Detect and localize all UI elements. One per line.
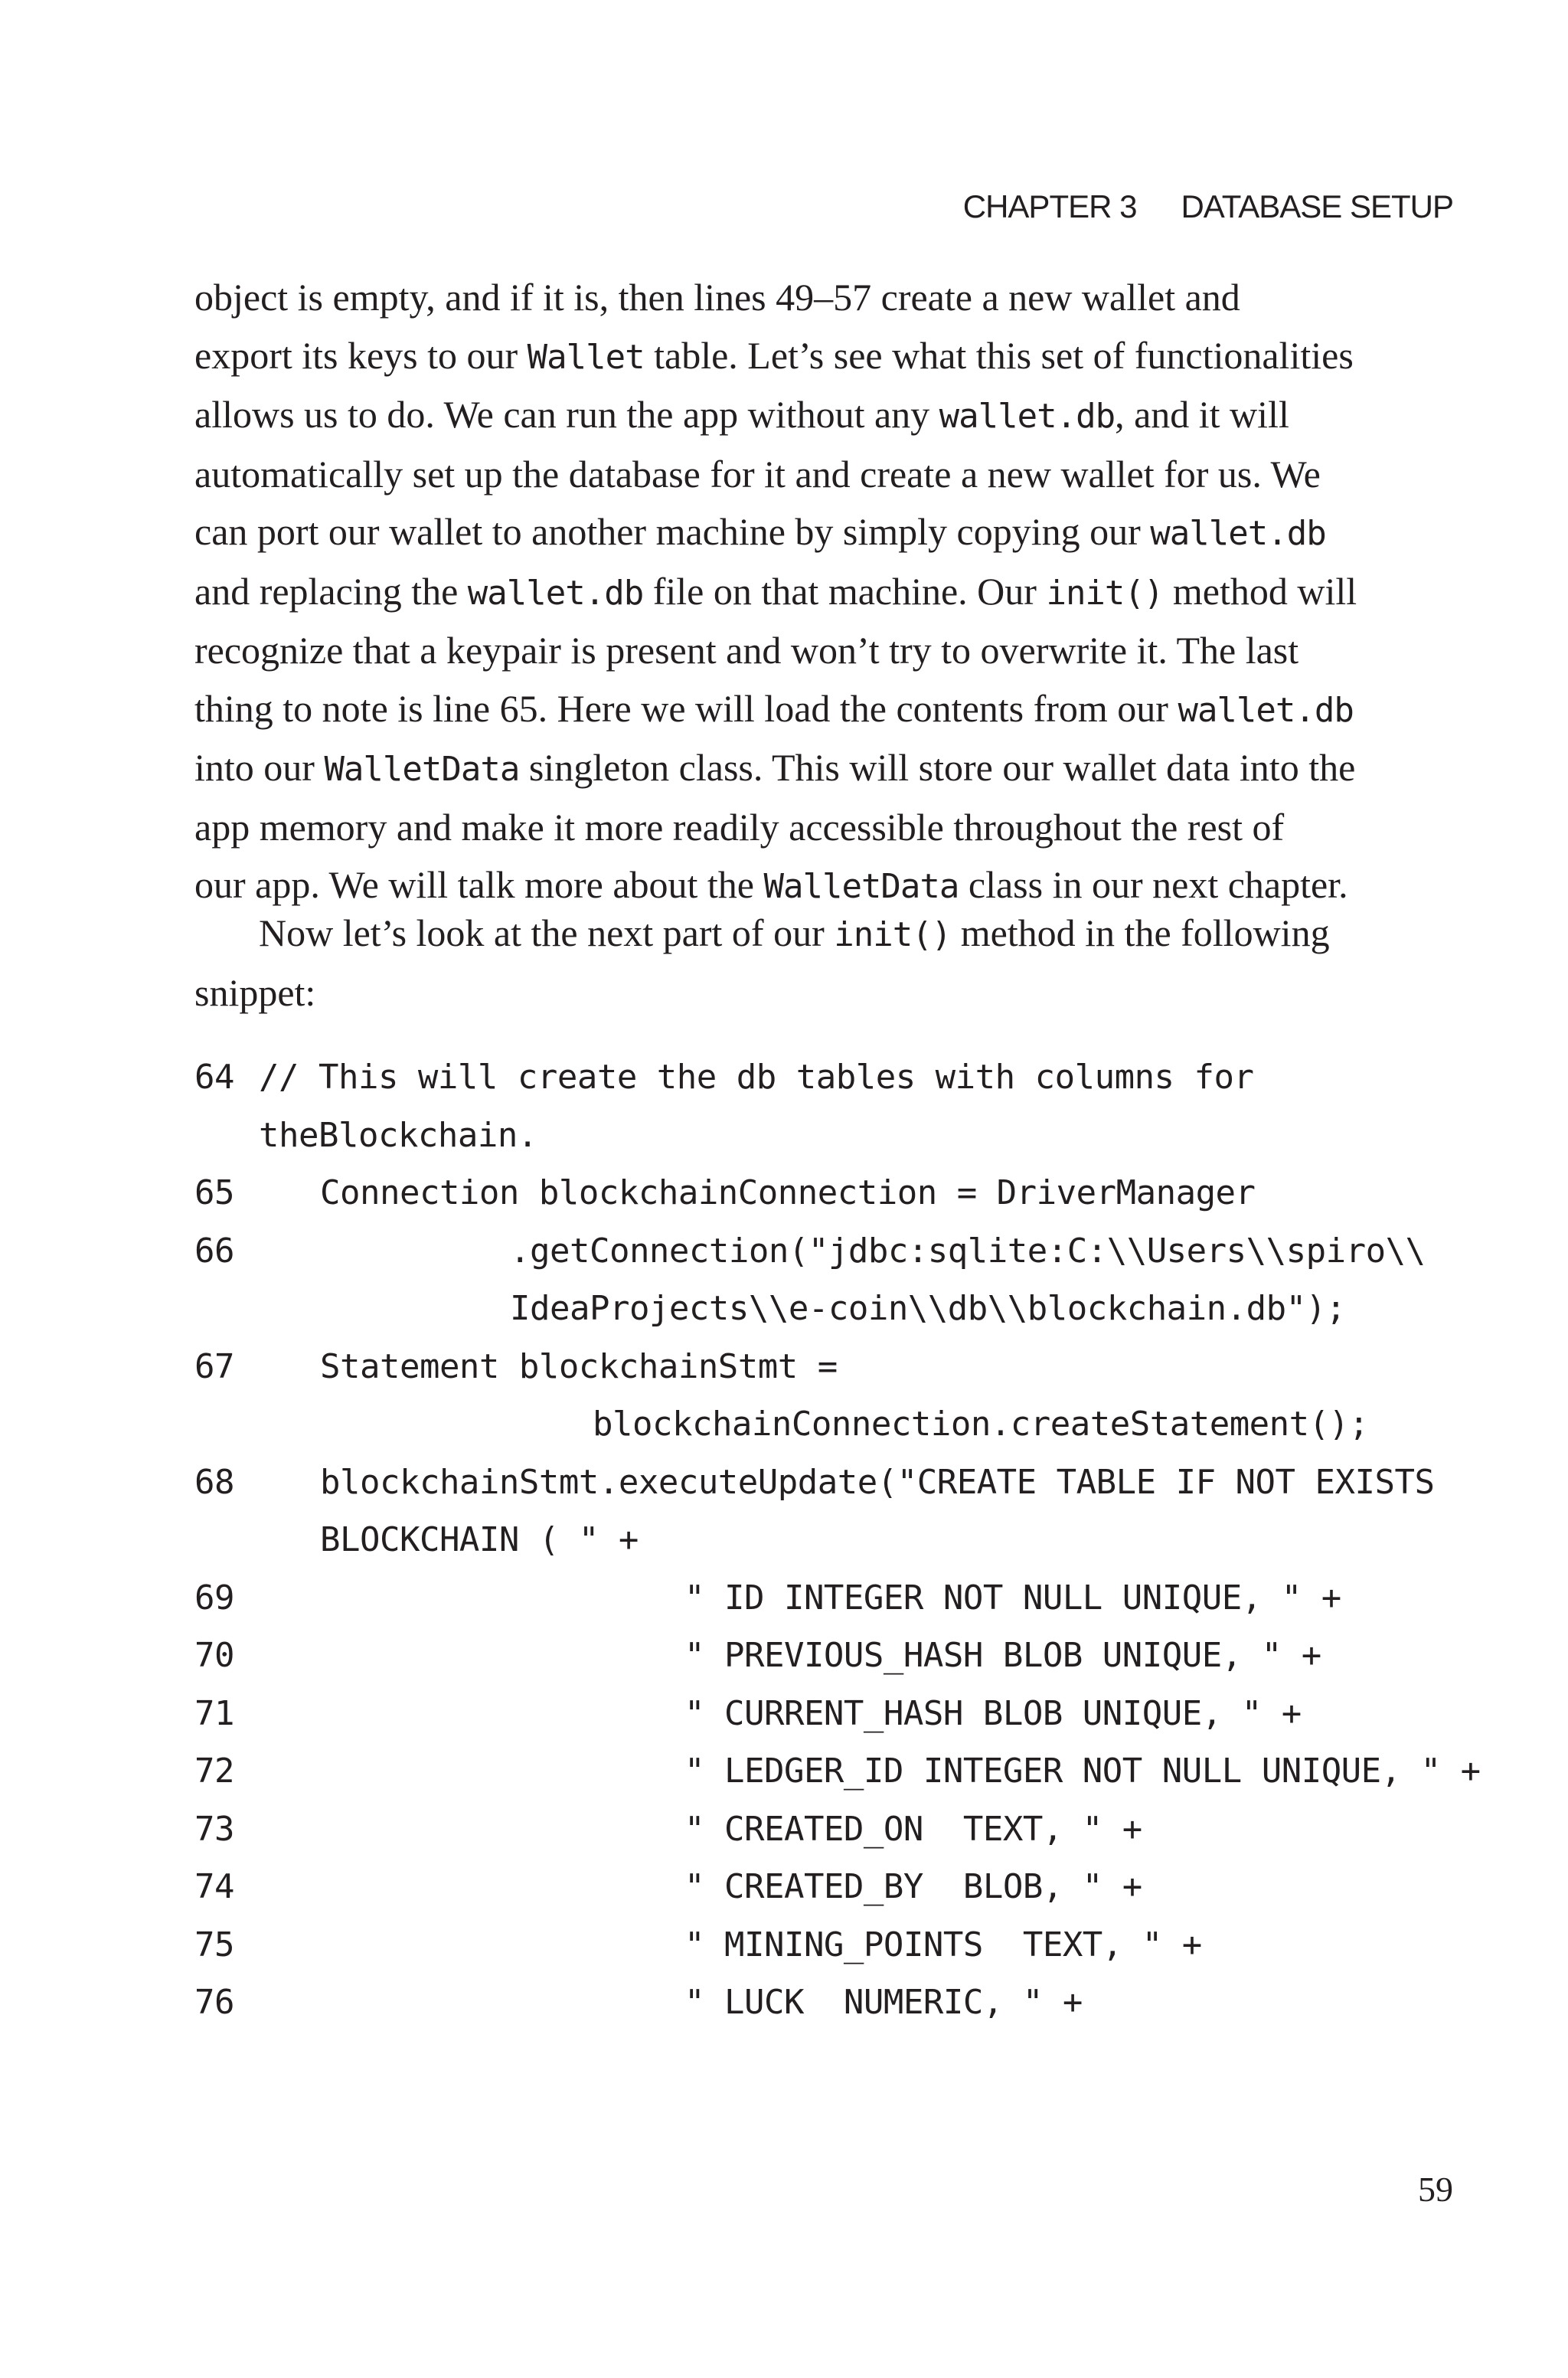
code-text: " ID INTEGER NOT NULL UNIQUE, " + (684, 1578, 1341, 1617)
line-number: 68 (194, 1462, 234, 1502)
line-number: 67 (194, 1346, 234, 1386)
code-line (194, 1222, 1465, 1281)
code-line (194, 1974, 1465, 2032)
code-line (194, 1627, 1465, 1685)
text-run: can port our wallet to another machine by simply copying our (194, 510, 1151, 553)
code-line (194, 1569, 1465, 1627)
line-number: 66 (194, 1231, 234, 1271)
text-line (194, 799, 1450, 857)
code-line (194, 1164, 1465, 1222)
body-paragraph-1 (194, 269, 1450, 916)
text-run: table. Let’s see what this set of functionalities (644, 333, 1354, 377)
code-line (194, 1454, 1465, 1512)
text-line (194, 680, 1450, 740)
line-number: 69 (194, 1578, 234, 1617)
inline-code: wallet.db (467, 573, 644, 613)
code-line (194, 1107, 1465, 1165)
code-text: " CREATED_ON TEXT, " + (684, 1809, 1142, 1849)
code-text: " CREATED_BY BLOB, " + (684, 1867, 1142, 1906)
code-text: theBlockchain. (259, 1115, 537, 1155)
chapter-title: DATABASE SETUP (1181, 188, 1453, 224)
text-run: Now let’s look at the next part of our (259, 911, 835, 954)
code-line (194, 1395, 1465, 1454)
text-line (194, 964, 1450, 1022)
line-number: 74 (194, 1867, 234, 1906)
code-line (194, 1916, 1465, 1974)
text-run: thing to note is line 65. Here we will load the contents from our (194, 686, 1178, 730)
line-number: 71 (194, 1693, 234, 1733)
text-run: snippet: (194, 970, 316, 1014)
text-run: singleton class. This will store our wallet data into the (519, 746, 1356, 789)
text-line (194, 739, 1450, 799)
code-text: BLOCKCHAIN ( " + (320, 1520, 639, 1559)
text-run: and replacing the (194, 569, 468, 613)
text-line (194, 327, 1450, 387)
line-number: 70 (194, 1636, 234, 1675)
text-run: export its keys to our (194, 333, 528, 377)
line-number: 72 (194, 1752, 234, 1791)
inline-code: WalletData (324, 750, 520, 789)
line-number: 76 (194, 1983, 234, 2022)
line-number: 75 (194, 1925, 234, 1964)
code-line (194, 1048, 1465, 1107)
inline-code: init() (834, 915, 952, 954)
page-number: 59 (1418, 2170, 1453, 2209)
running-header (963, 188, 1453, 225)
code-text: " LEDGER_ID INTEGER NOT NULL UNIQUE, " + (684, 1752, 1481, 1791)
text-line (194, 269, 1450, 327)
inline-code: wallet.db (939, 397, 1116, 436)
text-line (194, 446, 1450, 504)
chapter-label: CHAPTER 3 (962, 188, 1137, 224)
code-listing (194, 1048, 1481, 2032)
line-number: 64 (194, 1058, 234, 1097)
code-line (194, 1280, 1465, 1338)
body-paragraph-2 (194, 904, 1450, 1022)
text-line (194, 386, 1450, 446)
inline-code: Wallet (527, 337, 645, 377)
text-run: , and it will (1115, 393, 1289, 436)
text-run: recognize that a keypair is present and won’t try to overwrite it. The last (194, 629, 1299, 672)
text-line (194, 503, 1450, 563)
code-text: blockchainStmt.executeUpdate("CREATE TABLE IF NOT EXISTS (320, 1462, 1435, 1502)
code-text: " LUCK NUMERIC, " + (684, 1983, 1083, 2022)
inline-code: init() (1046, 573, 1164, 613)
line-number: 65 (194, 1173, 234, 1212)
code-text: Connection blockchainConnection = DriverManager (320, 1173, 1256, 1212)
text-run: method will (1163, 569, 1357, 613)
code-line (194, 1685, 1465, 1743)
code-text: blockchainConnection.createStatement(); (593, 1405, 1369, 1444)
inline-code: wallet.db (1150, 514, 1326, 553)
code-line (194, 1742, 1481, 1801)
text-run: method in the following (951, 911, 1330, 954)
code-text: .getConnection("jdbc:sqlite:C:\\Users\\spiro\\ (510, 1231, 1426, 1271)
text-run: automatically set up the database for it and create a new wallet for us. We (194, 452, 1321, 496)
code-text: " MINING_POINTS TEXT, " + (684, 1925, 1202, 1964)
text-run: allows us to do. We can run the app without any (194, 393, 939, 436)
code-text: // This will create the db tables with columns for (259, 1058, 1254, 1097)
code-line (194, 1858, 1465, 1916)
code-text: " PREVIOUS_HASH BLOB UNIQUE, " + (684, 1636, 1321, 1675)
text-run: object is empty, and if it is, then lines 49–57 create a new wallet and (194, 276, 1240, 319)
text-run: our app. We will talk more about the (194, 863, 764, 906)
code-line (194, 1801, 1465, 1859)
code-text: Statement blockchainStmt = (320, 1346, 838, 1386)
inline-code: WalletData (763, 867, 959, 906)
code-line (194, 1338, 1465, 1396)
text-run: app memory and make it more readily accessible throughout the rest of (194, 805, 1285, 849)
inline-code: wallet.db (1178, 690, 1354, 730)
code-text: " CURRENT_HASH BLOB UNIQUE, " + (684, 1693, 1302, 1733)
text-line (194, 904, 1450, 964)
text-line (194, 563, 1450, 623)
text-run: into our (194, 746, 325, 789)
text-run: class in our next chapter. (959, 863, 1348, 906)
code-line (194, 1511, 1465, 1569)
text-run: file on that machine. Our (643, 569, 1047, 613)
text-line (194, 622, 1450, 680)
line-number: 73 (194, 1809, 234, 1849)
code-text: IdeaProjects\\e-coin\\db\\blockchain.db"); (510, 1289, 1346, 1328)
